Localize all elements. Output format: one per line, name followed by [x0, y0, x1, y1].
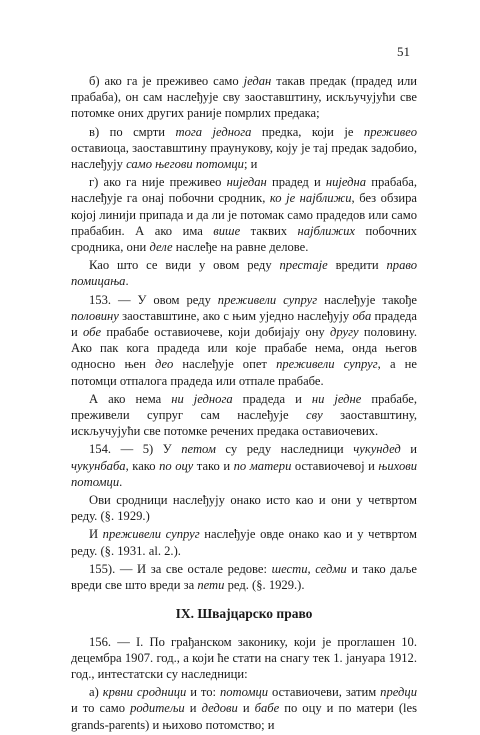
- paragraph-g: г) ако га није преживео ниједан прадед и ниједна прабаба, наслеђује га онај побочни сродник, ко је најближи, без обзира којој линији припада и да ли је потомак само прадедов или само прабабин. А ако има више таквих најближих побочних сродника, они деле наслеђе на равне делове.: [71, 175, 417, 255]
- paragraph-155: 155). — И за све остале редове: шести, седми и тако даље вреди све што вреди за пети ред. (§. 1929.).: [71, 561, 417, 593]
- paragraph-b: б) ако га је преживео само један такав предак (прадед или прабаба), он сам наслеђује сву заоставштину, искључујући све потомке оних других раније помрлих предака;: [71, 74, 417, 121]
- paragraph-154-spouse: И преживели супруг наслеђује овде онако као и у четвртом реду. (§. 1931. al. 2.).: [71, 527, 417, 558]
- section-heading: IX. Швајцарско право: [175, 606, 313, 622]
- body-text: [71, 73, 417, 735]
- paragraph-154: 154. — 5) У петом су реду наследници чукундед и чукунбаба, како по оцу тако и по матери оставиочевој и њихови потомци.: [71, 442, 418, 489]
- page-number: 51: [397, 44, 410, 59]
- paragraph-summary: Као што се види у овом реду престаје вредити право помицања.: [71, 258, 417, 289]
- paragraph-153-cont: А ако нема ни једнога прадеда и ни једне прабабе, преживели супруг сам наслеђује сву заоставштину, искључујући све потомке речених предака оставиочевих.: [71, 391, 417, 439]
- paragraph-153: 153. — У овом реду преживели супруг наслеђује такође половину заоставштине, ако с њим уједно наслеђују оба прадеда и обе прабабе оставиочеве, који добијају ону другу половину. Ако пак кога прадеда или које прабабе нема, онда његов односно њен део наслеђује опет преживели супруг, а не потомци отпалога прадеда или отпале прабабе.: [71, 292, 417, 388]
- paragraph-154-cont: Ови сродници наслеђују онако исто као и они у четвртом реду. (§. 1929.): [71, 493, 417, 524]
- paragraph-v: в) по смрти тога једнога предка, који је преживео оставиоца, заоставштину праунукову, коју је тај предак задобио, наслеђују само његови потомци; и: [71, 124, 417, 172]
- paragraph-156-a: а) крвни сродници и то: потомци оставиочеви, затим предци и то само родитељи и дедови и бабе по оцу и по матери (les grands-parents) и њихово потомство; и: [71, 685, 418, 732]
- paragraph-156: 156. — I. По грађанском законику, који је проглашен 10. децембра 1907. год., а који ће стати на снагу тек 1. јануара 1912. год., интестатски су наследници:: [71, 634, 417, 681]
